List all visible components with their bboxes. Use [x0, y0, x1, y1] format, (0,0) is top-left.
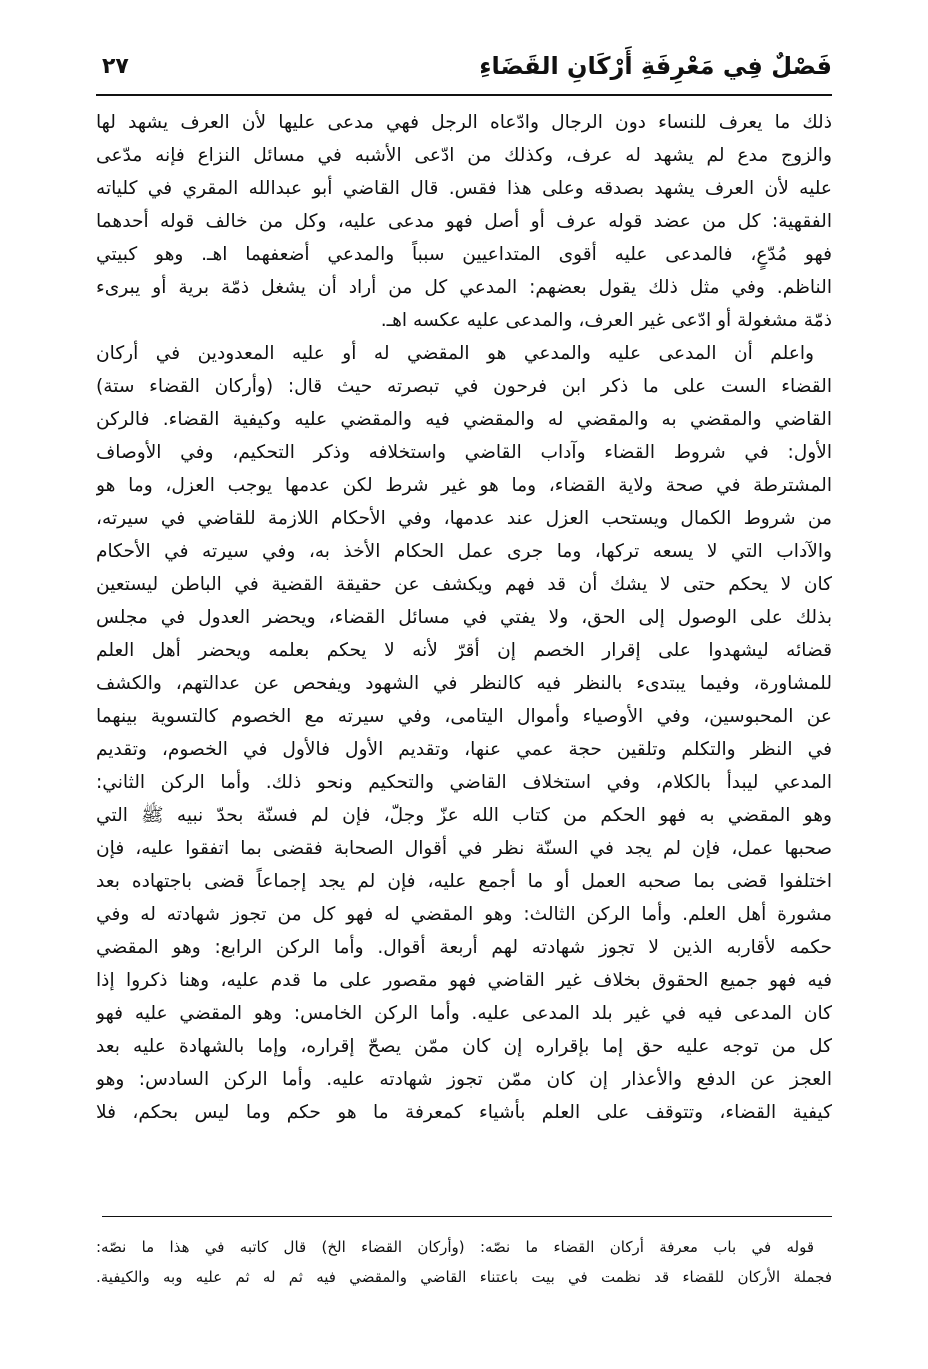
text-line: ذلك ما يعرف للنساء دون الرجال وادّعاه الرجل فهي مدعى عليها لأن العرف يشهد لها [96, 112, 832, 133]
text-line: عليه لأن العرف يشهد بصدقه وعلى هذا فقس. قال القاضي أبو عبدالله المقري في كلياته [96, 178, 832, 199]
text-line: عن المحبوسين، وفي الأوصياء وأموال اليتامى، وفي سيرته مع الخصوم كالتسوية بينهما [96, 706, 832, 727]
text-line: ذمّة مشغولة أو ادّعى غير العرف، والمدعى عليه عكسه اهـ. [380, 310, 832, 331]
text-line: بذلك على الوصول إلى الحق، ولا يفتي في مسائل القضاء، ويحضر العدول في مجلس [96, 607, 832, 628]
text-line: القضاء الست على ما ذكر ابن فرحون في تبصرته حيث قال: (وأركان القضاء ستة) [96, 376, 832, 397]
text-line: مشورة أهل العلم. وأما الركن الثالث: وهو المقضي له فهو كل من تجوز شهادته له وفي [96, 904, 832, 925]
text-line: المشترطة في صحة ولاية القضاء، وما هو غير شرط لكن عدمها يوجب العزل، وما هو [96, 475, 832, 496]
page-header [96, 46, 832, 94]
text-line: الأول: في شروط القضاء وآداب القاضي واستخلافه وذكر التحكيم، وفي الأوصاف [96, 442, 832, 463]
text-line: صحبها عمل، فإن لم يجد في السنّة نظر في أقوال الصحابة فقضى بما اتفقوا عليه، فإن [96, 838, 832, 859]
text-line: القاضي والمقضي به والمقضي له والمقضي فيه والمقضي عليه وكيفية القضاء. فالركن [96, 409, 832, 430]
text-line: الفقهية: كل من عضد قوله عرف أو أصل فهو مدعى عليه، وكل من خالف قوله أحدهما [96, 211, 832, 232]
text-line: فيه فهو جميع الحقوق بخلاف غير القاضي فهو مقصور على ما قدم عليه، وهنا ذكروا إذا [96, 970, 832, 991]
text-line: المدعي ليبدأ بالكلام، وفي استخلاف القاضي والتحكيم ونحو ذلك. وأما الركن الثاني: [96, 772, 832, 793]
text-line: والآداب التي لا يسعه تركها، وما جرى عمل الحكام الأخذ به، وفي سيرته في الأحكام [96, 541, 832, 562]
running-title: فَصْلٌ فِي مَعْرِفَةِ أَرْكَانِ القَضَاءِ [479, 52, 832, 80]
header-rule [96, 94, 832, 96]
text-line: من شروط الكمال ويستحب العزل عند عدمها، وفي الأحكام اللازمة للقاضي في سيرته، [96, 508, 832, 529]
text-line: كان لا يحكم حتى لا يشك أن قد فهم ويكشف عن حقيقة القضية في الباطن ليستعين [96, 574, 832, 595]
main-text [96, 106, 832, 1129]
text-line: كيفية القضاء، وتتوقف على العلم بأشياء كمعرفة ما هو حكم وما ليس بحكم، فلا [96, 1102, 832, 1123]
footnote-line: فجملة الأركان للقضاء قد نظمت في بيت باعتناء القاضي والمقضي فيه ثم له ثم عليه وبه والكيفية. [96, 1268, 832, 1286]
text-line: والزوج مدع لم يشهد له عرف، وكذلك من ادّعى الأشبه في مسائل النزاع فإنه مدّعى [96, 145, 832, 166]
text-line: في النظر والتكلم وتلقين حجة عمي عنها، وتقديم الأول فالأول في الخصوم، وتقديم [96, 739, 832, 760]
text-line: كان المدعى فيه في غير بلد المدعى عليه. وأما الركن الخامس: وهو المقضي عليه فهو [96, 1003, 832, 1024]
text-line: كل من توجه عليه حق إما بإقراره إن كان ممّن يصحّ إقراره، وإما بالشهادة عليه بعد [96, 1036, 832, 1057]
page-number: ٢٧ [102, 54, 129, 79]
text-line: اختلفوا قضى بما صحبه العمل أو ما أجمع عليه، فإن لم يجد إجماعاً قضى باجتهاده بعد [96, 871, 832, 892]
text-line: حكمه لأقاربه الذين لا تجوز شهادته لهم أربعة أقوال. وأما الركن الرابع: وهو المقضي [96, 937, 832, 958]
text-line: واعلم أن المدعى عليه والمدعي هو المقضي له أو عليه المعدودين في أركان [96, 343, 814, 364]
footnote-separator [102, 1216, 832, 1217]
text-line: العجز عن الدفع والأعذار إن كان ممّن تجوز شهادته عليه. وأما الركن السادس: وهو [96, 1069, 832, 1090]
text-line: فهو مُدّعٍ، فالمدعى عليه أقوى المتداعيين سبباً والمدعي أضعفهما اهـ. وهو كبيتي [96, 244, 832, 265]
footnotes [96, 1232, 832, 1292]
text-line: للمشاورة، وفيما يبتدىء بالنظر فيه كالنظر في الشهود ويفحص عن عدالتهم، والكشف [96, 673, 832, 694]
text-line: قضائه ليشهدوا على إقرار الخصم إن أقرّ لأنه لا يحكم بعلمه ويحضر أهل العلم [96, 640, 832, 661]
text-line: الناظم. وفي مثل ذلك يقول بعضهم: المدعي كل من أراد أن يشغل ذمّة برية أو يبرىء [96, 277, 832, 298]
footnote-line: قوله في باب معرفة أركان القضاء ما نصّه: (وأركان القضاء الخ) قال كاتبه في هذا ما نصّه: [96, 1238, 814, 1256]
text-line: وهو المقضي به فهو الحكم من كتاب الله عزّ وجلّ، فإن لم فسنّة بحدّ نبيه ﷺ التي [96, 805, 832, 826]
